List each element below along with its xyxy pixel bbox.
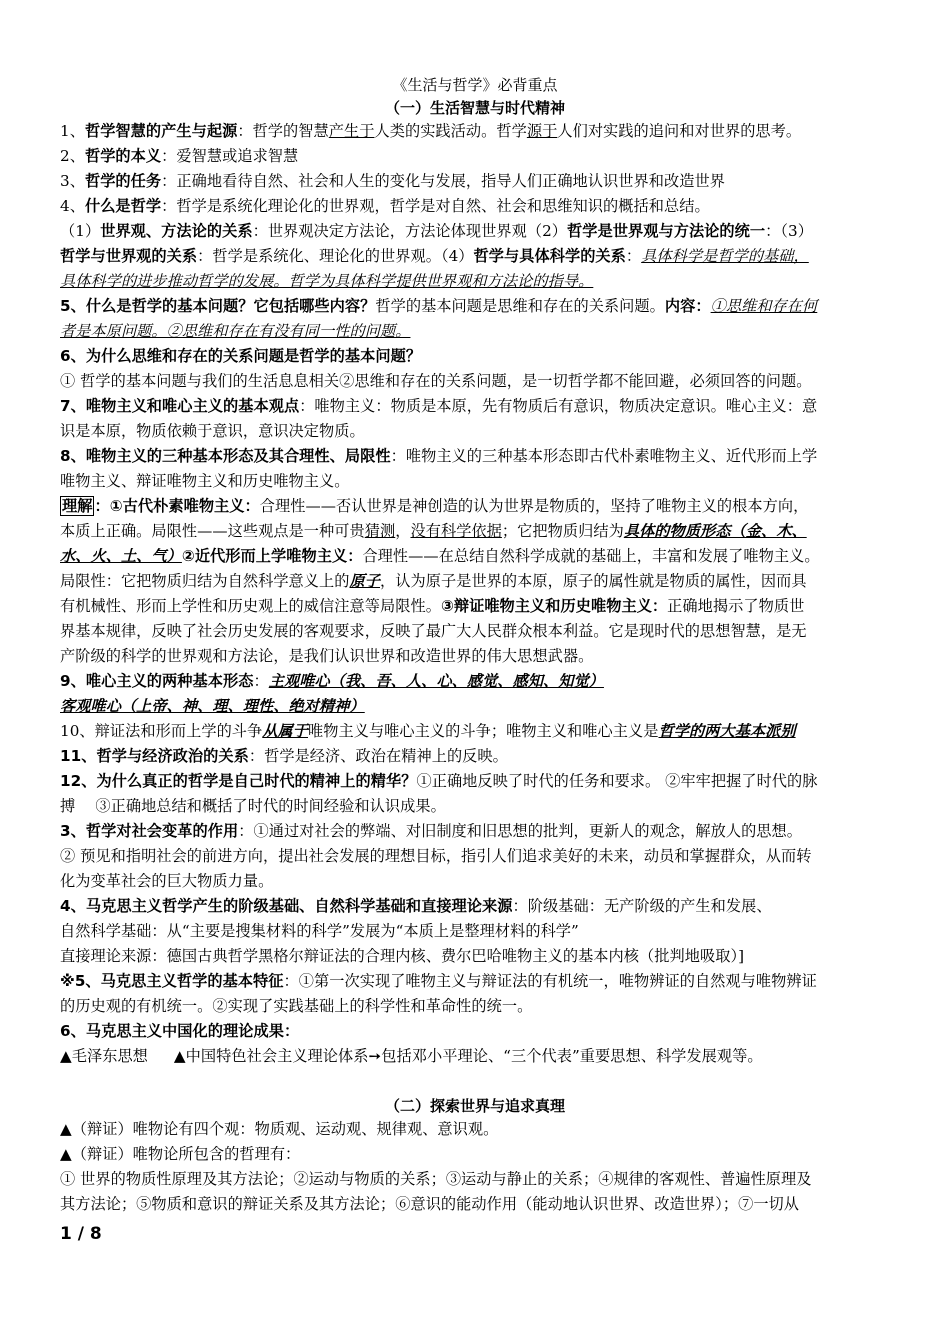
point-14-cont-1: 自然科学基础：从“主要是搜集材料的科学”发展为“本质上是整理材料的科学”	[60, 922, 579, 940]
understanding-5: 有机械性、形而上学性和历史观上的威信注意等局限性。③辩证唯物主义和历史唯物主义：正确地揭示了物质世	[60, 597, 805, 615]
materialism-views: ▲（辩证）唯物论有四个观：物质观、运动观、规律观、意识观。	[60, 1120, 499, 1138]
point-12-cont: 搏 ③正确地总结和概括了时代的时间经验和认识成果。	[60, 797, 446, 815]
point-13-cont-1: ② 预见和指明社会的前进方向，提出社会发展的理想目标，指引人们追求美好的未来，动员和掌握群众，从而转	[60, 847, 812, 865]
point-12: 12、为什么真正的哲学是自己时代的精神上的精华？①正确地反映了时代的任务和要求。 ②牢牢把握了时代的脉	[60, 772, 818, 790]
point-11: 11、哲学与经济政治的关系：哲学是经济、政治在精神上的反映。	[60, 747, 508, 765]
document-title: 《生活与哲学》必背重点	[392, 76, 558, 94]
triangle-bullet-icon: ▲	[60, 1120, 72, 1138]
point-8-cont: 唯物主义、辩证唯物主义和历史唯物主义。	[60, 472, 350, 490]
point-1: 1、哲学智慧的产生与起源：哲学的智慧产生于人类的实践活动。哲学源于人们对实践的追问和对世界的思考。	[60, 122, 802, 140]
point-6-answer: ① 哲学的基本问题与我们的生活息息相关②思维和存在的关系问题，是一切哲学都不能回避，必须回答的问题。	[60, 372, 812, 390]
point-10: 10、辩证法和形而上学的斗争从属于唯物主义与唯心主义的斗争；唯物主义和唯心主义是哲学的两大基本派别	[60, 722, 796, 740]
point-9: 9、唯心主义的两种基本形态：主观唯心（我、吾、人、心、感觉、感知、知觉）	[60, 672, 604, 690]
point-4-sub-3: 具体科学的进步推动哲学的发展。哲学为具体科学提供世界观和方法论的指导。	[60, 272, 594, 290]
point-5-cont: 者是本原问题。②思维和存在有没有同一性的问题。	[60, 322, 411, 340]
point-4-sub-2: 哲学与世界观的关系：哲学是系统化、理论化的世界观。（4）哲学与具体科学的关系：具体科学是哲学的基础，	[60, 247, 809, 265]
section-heading-2: （二）探索世界与追求真理	[384, 1097, 565, 1115]
principles-list-1: ① 世界的物质性原理及其方法论；②运动与物质的关系；③运动与静止的关系；④规律的客观性、普遍性原理及	[60, 1170, 812, 1188]
understanding-2: 本质上正确。局限性——这些观点是一种可贵猜测，没有科学依据；它把物质归结为具体的物质形态（金、木、	[60, 522, 807, 540]
point-7-cont: 识是本原，物质依赖于意识，意识决定物质。	[60, 422, 365, 440]
understanding-7: 产阶级的科学的世界观和方法论，是我们认识世界和改造世界的伟大思想武器。	[60, 647, 594, 665]
point-16: 6、马克思主义中国化的理论成果：	[60, 1022, 300, 1040]
point-4-sub-1: （1）世界观、方法论的关系：世界观决定方法论，方法论体现世界观（2）哲学是世界观与方法论的统一：（3）	[60, 222, 813, 240]
point-13-cont-2: 化为变革社会的巨大物质力量。	[60, 872, 274, 890]
point-13: 3、哲学对社会变革的作用：①通过对社会的弊端、对旧制度和旧思想的批判，更新人的观念，解放人的思想。	[60, 822, 803, 840]
point-14: 4、马克思主义哲学产生的阶级基础、自然科学基础和直接理论来源：阶级基础：无产阶级的产生和发展、	[60, 897, 772, 915]
understanding-label: 理解	[62, 497, 93, 515]
point-9-cont: 客观唯心（上帝、神、理、理性、绝对精神）	[60, 697, 365, 715]
point-16-items: ▲毛泽东思想 ▲中国特色社会主义理论体系➙包括邓小平理论、“三个代表”重要思想、科学发展观等。	[60, 1047, 763, 1065]
understanding-4: 局限性：它把物质归结为自然科学意义上的原子，认为原子是世界的本原，原子的属性就是物质的属性，因而具	[60, 572, 807, 590]
point-2: 2、哲学的本义：爱智慧或追求智慧	[60, 147, 299, 165]
point-5: 5、什么是哲学的基本问题？它包括哪些内容？哲学的基本问题是思维和存在的关系问题。内容：①思维和存在何	[60, 297, 818, 315]
point-4: 4、什么是哲学：哲学是系统化理论化的世界观，哲学是对自然、社会和思维知识的概括和总结。	[60, 197, 710, 215]
point-8: 8、唯物主义的三种基本形态及其合理性、局限性：唯物主义的三种基本形态即古代朴素唯物主义、近代形而上学	[60, 447, 818, 465]
point-14-cont-2: 直接理论来源：德国古典哲学黑格尔辩证法的合理内核、费尔巴哈唯物主义的基本内核（批判地吸取）]	[60, 947, 745, 965]
point-6: 6、为什么思维和存在的关系问题是哲学的基本问题？	[60, 347, 422, 365]
point-3: 3、哲学的任务：正确地看待自然、社会和人生的变化与发展，指导人们正确地认识世界和改造世界	[60, 172, 725, 190]
principles-list-2: 其方法论；⑤物质和意识的辩证关系及其方法论；⑥意识的能动作用（能动地认识世界、改造世界）；⑦一切从	[60, 1195, 800, 1213]
materialism-principles: ▲（辩证）唯物论所包含的哲理有：	[60, 1145, 301, 1163]
understanding-1: 理解 ：①古代朴素唯物主义：合理性——否认世界是神创造的认为世界是物质的，坚持了唯物主义的根本方向，	[62, 497, 809, 515]
understanding-3: 水、火、土、气）②近代形而上学唯物主义：合理性——在总结自然科学成就的基础上，丰富和发展了唯物主义。	[60, 547, 820, 565]
point-15-cont: 的历史观的有机统一。②实现了实践基础上的科学性和革命性的统一。	[60, 997, 533, 1015]
understanding-6: 界基本规律，反映了社会历史发展的客观要求，反映了最广大人民群众根本利益。它是现时代的思想智慧，是无	[60, 622, 807, 640]
point-7: 7、唯物主义和唯心主义的基本观点：唯物主义：物质是本原，先有物质后有意识，物质决定意识。唯心主义：意	[60, 397, 818, 415]
point-15: ※5、马克思主义哲学的基本特征：①第一次实现了唯物主义与辩证法的有机统一，唯物辨证的自然观与唯物辨证	[60, 972, 817, 990]
section-heading-1: （一）生活智慧与时代精神	[384, 99, 565, 117]
page-number: 1 / 8	[60, 1224, 102, 1244]
triangle-bullet-icon: ▲	[60, 1145, 72, 1163]
